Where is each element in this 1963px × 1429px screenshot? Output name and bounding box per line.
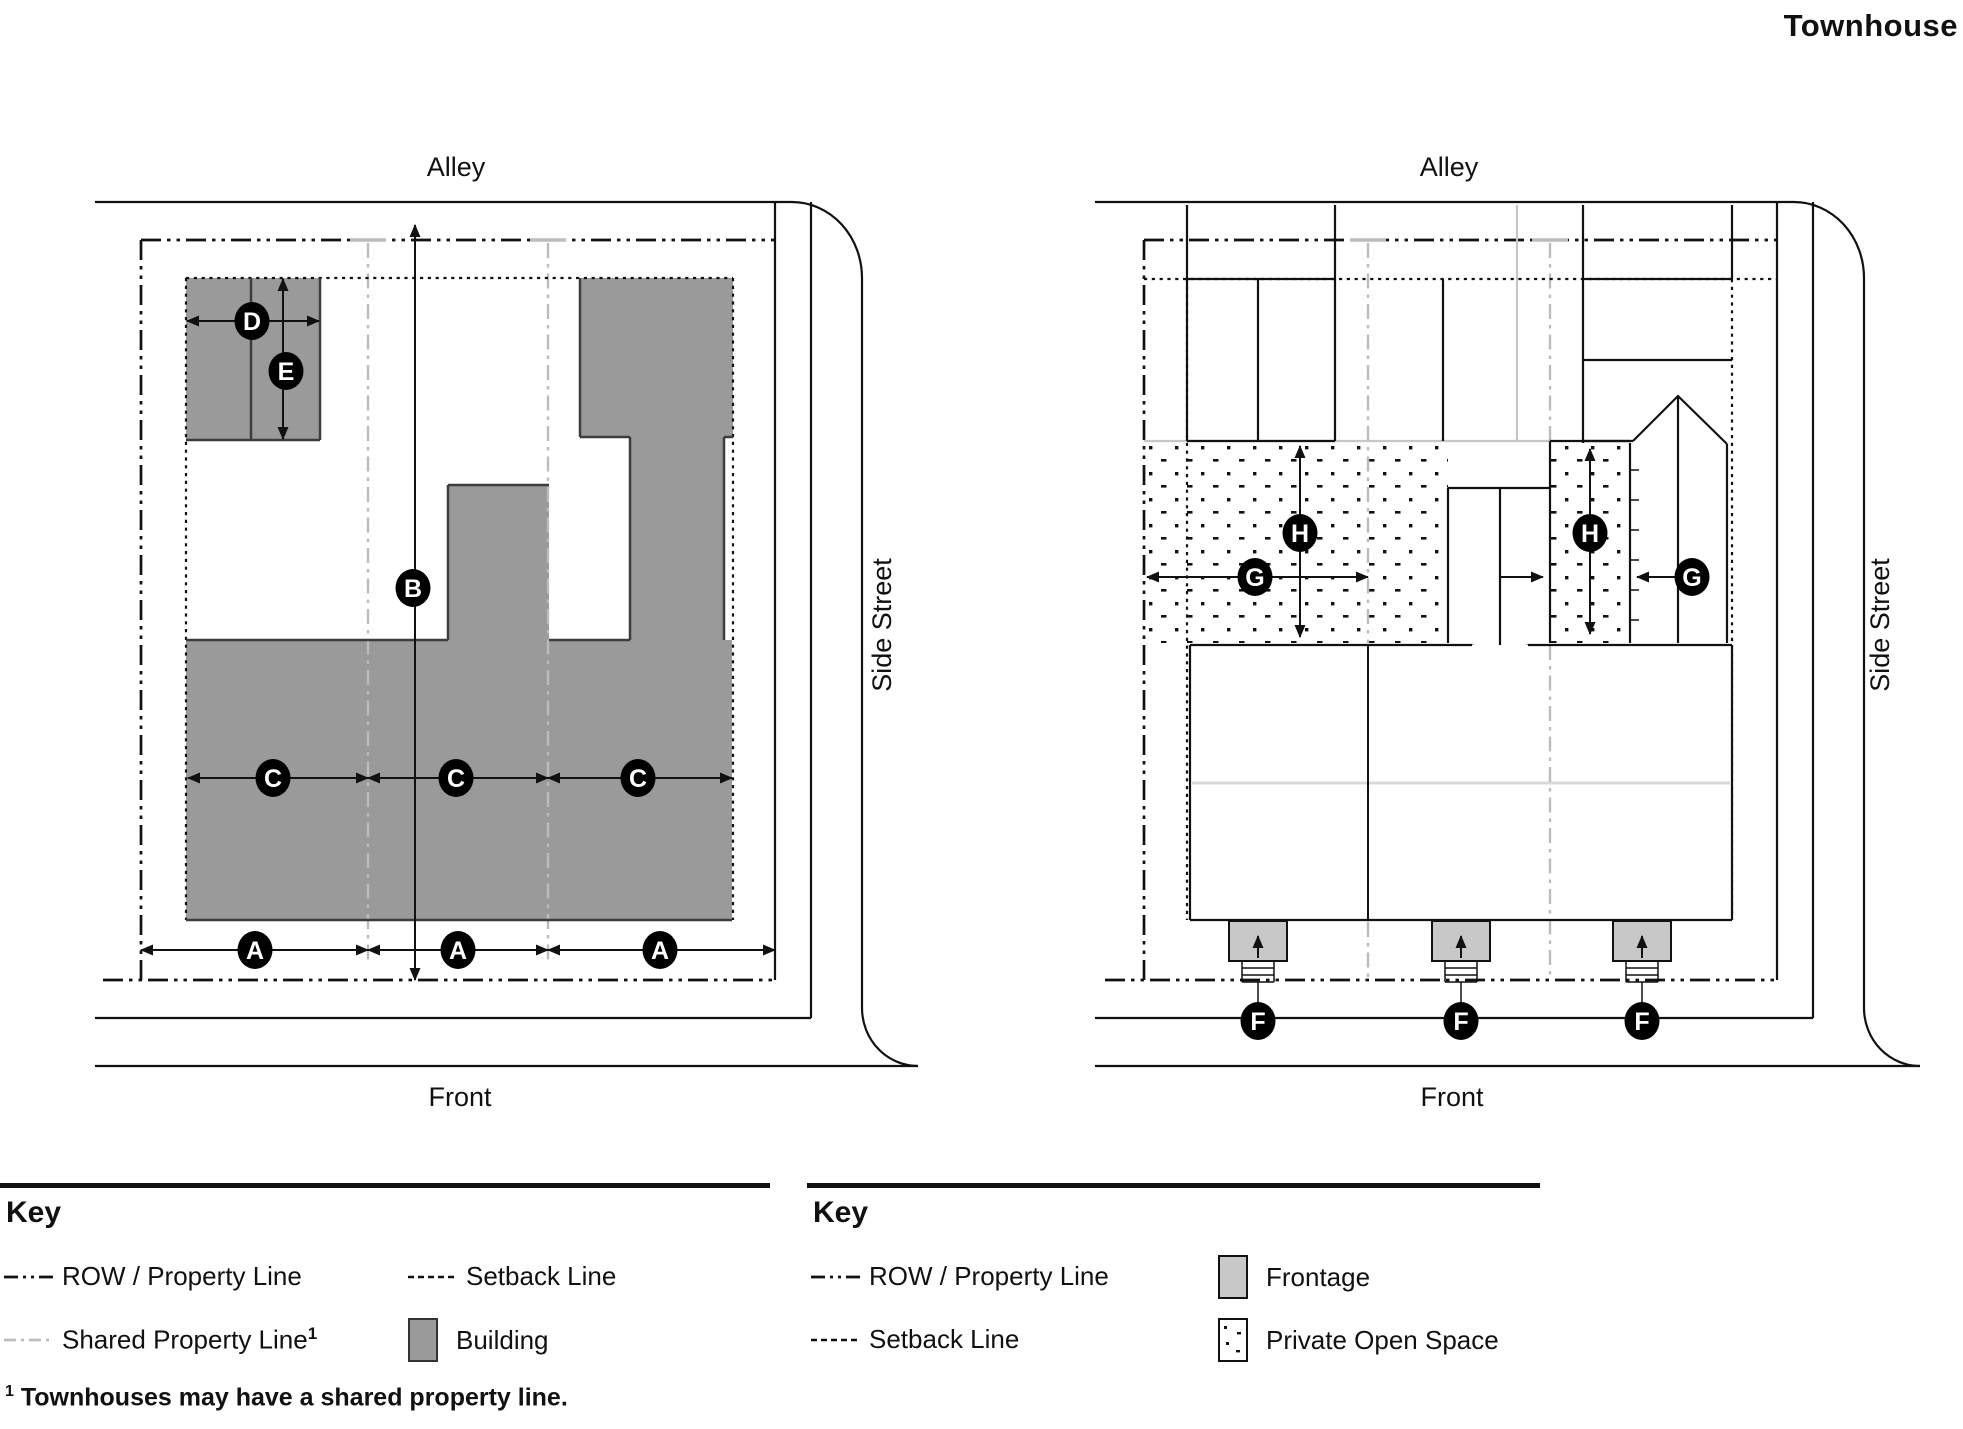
svg-text:C: C [628,765,648,793]
svg-text:A: A [650,937,670,965]
alley-label: Alley [1419,152,1479,182]
frontage-stoops [1229,921,1671,1002]
right-key [807,1183,1540,1429]
dimension-marker-c [439,759,474,797]
side-steps-ticks [1630,470,1639,620]
open-space-swatch [1218,1318,1248,1362]
alley-label: Alley [426,152,486,182]
front-label: Front [428,1082,492,1112]
key-item-shared-property-line [4,1324,317,1356]
key-item-label: Frontage [1266,1261,1371,1292]
svg-text:A: A [245,937,265,965]
left-key [0,1183,770,1429]
setback-line-symbol [408,1271,458,1283]
dimension-marker-h [1573,514,1608,552]
right-site-diagram [1095,152,1920,1112]
side-street-label: Side Street [867,558,897,692]
svg-text:H: H [1580,520,1600,548]
dimension-marker-f [1444,1002,1479,1040]
dimension-marker-a [441,931,476,969]
private-open-space-areas [1146,441,1630,643]
building-footprints [186,278,733,920]
frontage-swatch [1218,1255,1248,1299]
key-item-label: Building [456,1324,549,1355]
dimension-marker-g [1238,558,1273,596]
key-footnote: $^1$ Townhouses may have a shared property line. [5,1383,568,1412]
row-property-line-symbol [4,1271,54,1283]
svg-text:D: D [242,308,262,336]
dimension-marker-h [1283,514,1318,552]
key-item-label: Shared Property Line$^1$ [62,1324,318,1355]
dimension-marker-b [396,569,431,607]
dimension-marker-c [621,759,656,797]
key-item-setback-line [408,1261,616,1292]
svg-text:G: G [1245,564,1265,592]
key-title: Key [6,1196,62,1229]
svg-text:F: F [1453,1008,1469,1036]
left-site-diagram [95,152,918,1112]
dimension-marker-f [1241,1002,1276,1040]
dimension-marker-c [256,759,291,797]
svg-text:A: A [448,937,468,965]
main-building-block [1190,645,1732,920]
key-rule [807,1183,1540,1188]
key-item-label: Setback Line [466,1261,617,1291]
svg-text:C: C [263,765,283,793]
key-item-building [408,1318,549,1362]
key-item-frontage [1218,1255,1370,1299]
svg-text:C: C [446,765,466,793]
key-item-label: ROW / Property Line [869,1261,1109,1291]
svg-text:H: H [1290,520,1310,548]
key-item-label: Setback Line [869,1324,1020,1354]
key-item-label: ROW / Property Line [62,1261,302,1291]
key-item-private-open-space [1218,1318,1499,1362]
dimension-marker-d [235,302,270,340]
dimension-marker-a [643,931,678,969]
key-item-row-property-line [4,1261,302,1292]
key-rule [0,1183,770,1188]
key-item-label: Private Open Space [1266,1324,1499,1355]
key-item-row-property-line [811,1261,1109,1292]
dimension-marker-e [269,352,304,390]
svg-text:F: F [1634,1008,1650,1036]
building-swatch [408,1318,438,1362]
shared-property-line-symbol [4,1334,54,1346]
svg-text:B: B [403,575,423,603]
dimension-marker-a [238,931,273,969]
side-street-label: Side Street [1865,558,1895,692]
svg-text:G: G [1682,564,1702,592]
key-title: Key [813,1196,869,1229]
front-label: Front [1420,1082,1484,1112]
svg-text:E: E [277,358,295,386]
dimension-marker-f [1625,1002,1660,1040]
setback-line-symbol [811,1334,861,1346]
key-item-setback-line [811,1324,1019,1355]
svg-text:F: F [1250,1008,1266,1036]
row-property-line-symbol [811,1271,861,1283]
dimension-marker-g [1675,558,1710,596]
page-title: Townhouse [1783,8,1958,43]
